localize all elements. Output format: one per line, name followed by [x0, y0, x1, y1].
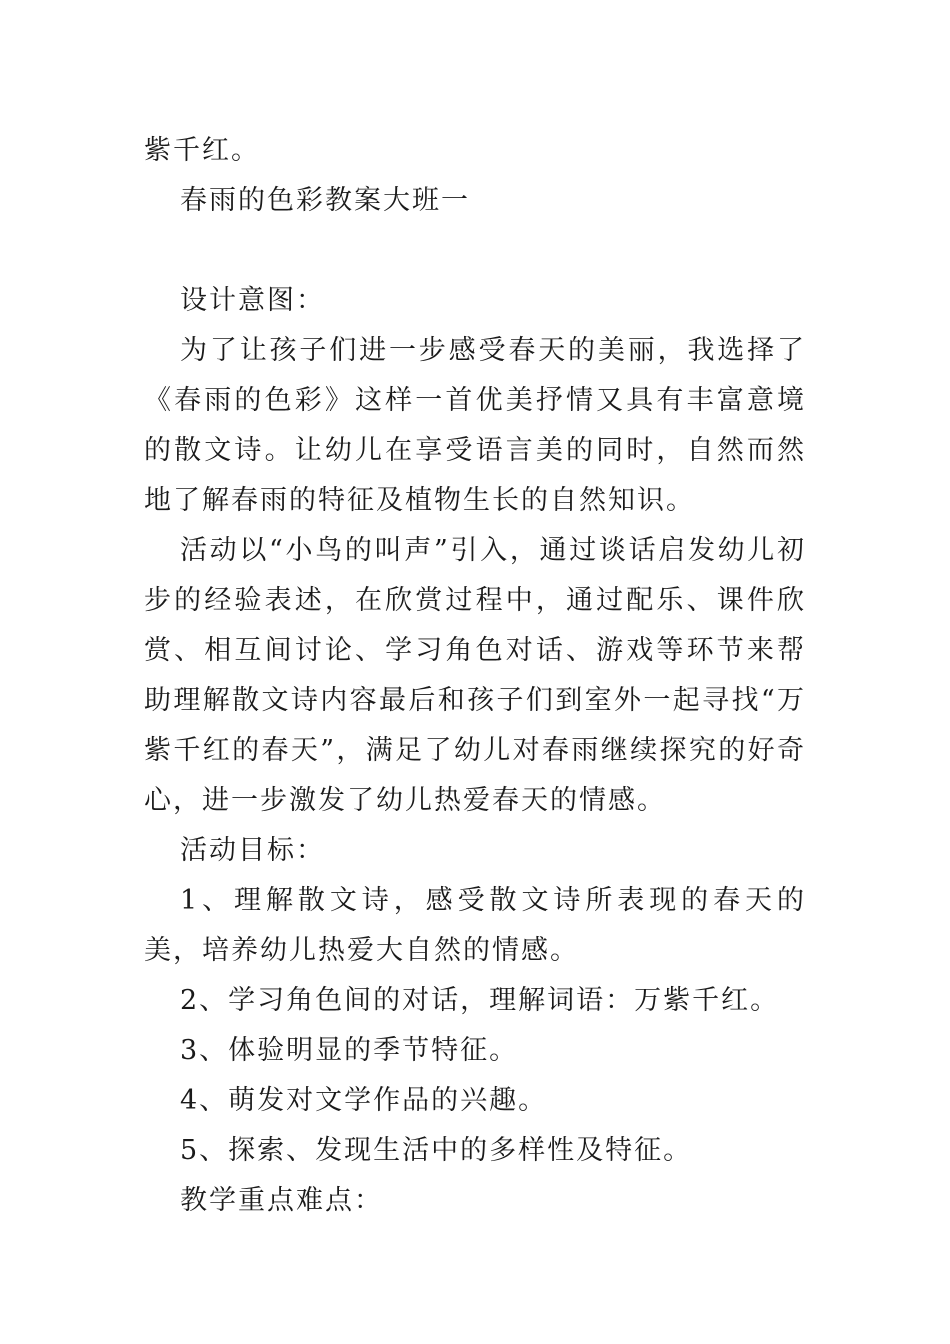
goal-item-1: 1、理解散文诗，感受散文诗所表现的春天的美，培养幼儿热爱大自然的情感。	[144, 885, 806, 966]
continuation-line: 紫千红。	[144, 135, 260, 166]
top-lines	[144, 126, 806, 226]
goal-item-2: 2、学习角色间的对话，理解词语：万紫千红。	[180, 985, 780, 1016]
heading-activity-goals: 活动目标：	[180, 835, 325, 866]
heading-design-intent: 设计意图：	[180, 285, 325, 316]
paragraph-design-intent-1: 为了让孩子们进一步感受春天的美丽，我选择了《春雨的色彩》这样一首优美抒情又具有丰富意境的散文诗。让幼儿在享受语言美的同时，自然而然地了解春雨的特征及植物生长的自然知识。	[144, 335, 806, 516]
heading-teaching-focus: 教学重点难点：	[180, 1185, 383, 1216]
paragraph-design-intent-2: 活动以“小鸟的叫声”引入，通过谈话启发幼儿初步的经验表述，在欣赏过程中，通过配乐、课件欣赏、相互间讨论、学习角色对话、游戏等环节来帮助理解散文诗内容最后和孩子们到室外一起寻找“万紫千红的春天”，满足了幼儿对春雨继续探究的好奇心，进一步激发了幼儿热爱春天的情感。	[144, 535, 806, 816]
goal-item-4: 4、萌发对文学作品的兴趣。	[180, 1085, 548, 1116]
goal-item-5: 5、探索、发现生活中的多样性及特征。	[180, 1135, 693, 1166]
section-title: 春雨的色彩教案大班一	[180, 185, 470, 216]
body-text	[144, 276, 806, 1226]
goal-item-3: 3、体验明显的季节特征。	[180, 1035, 519, 1066]
